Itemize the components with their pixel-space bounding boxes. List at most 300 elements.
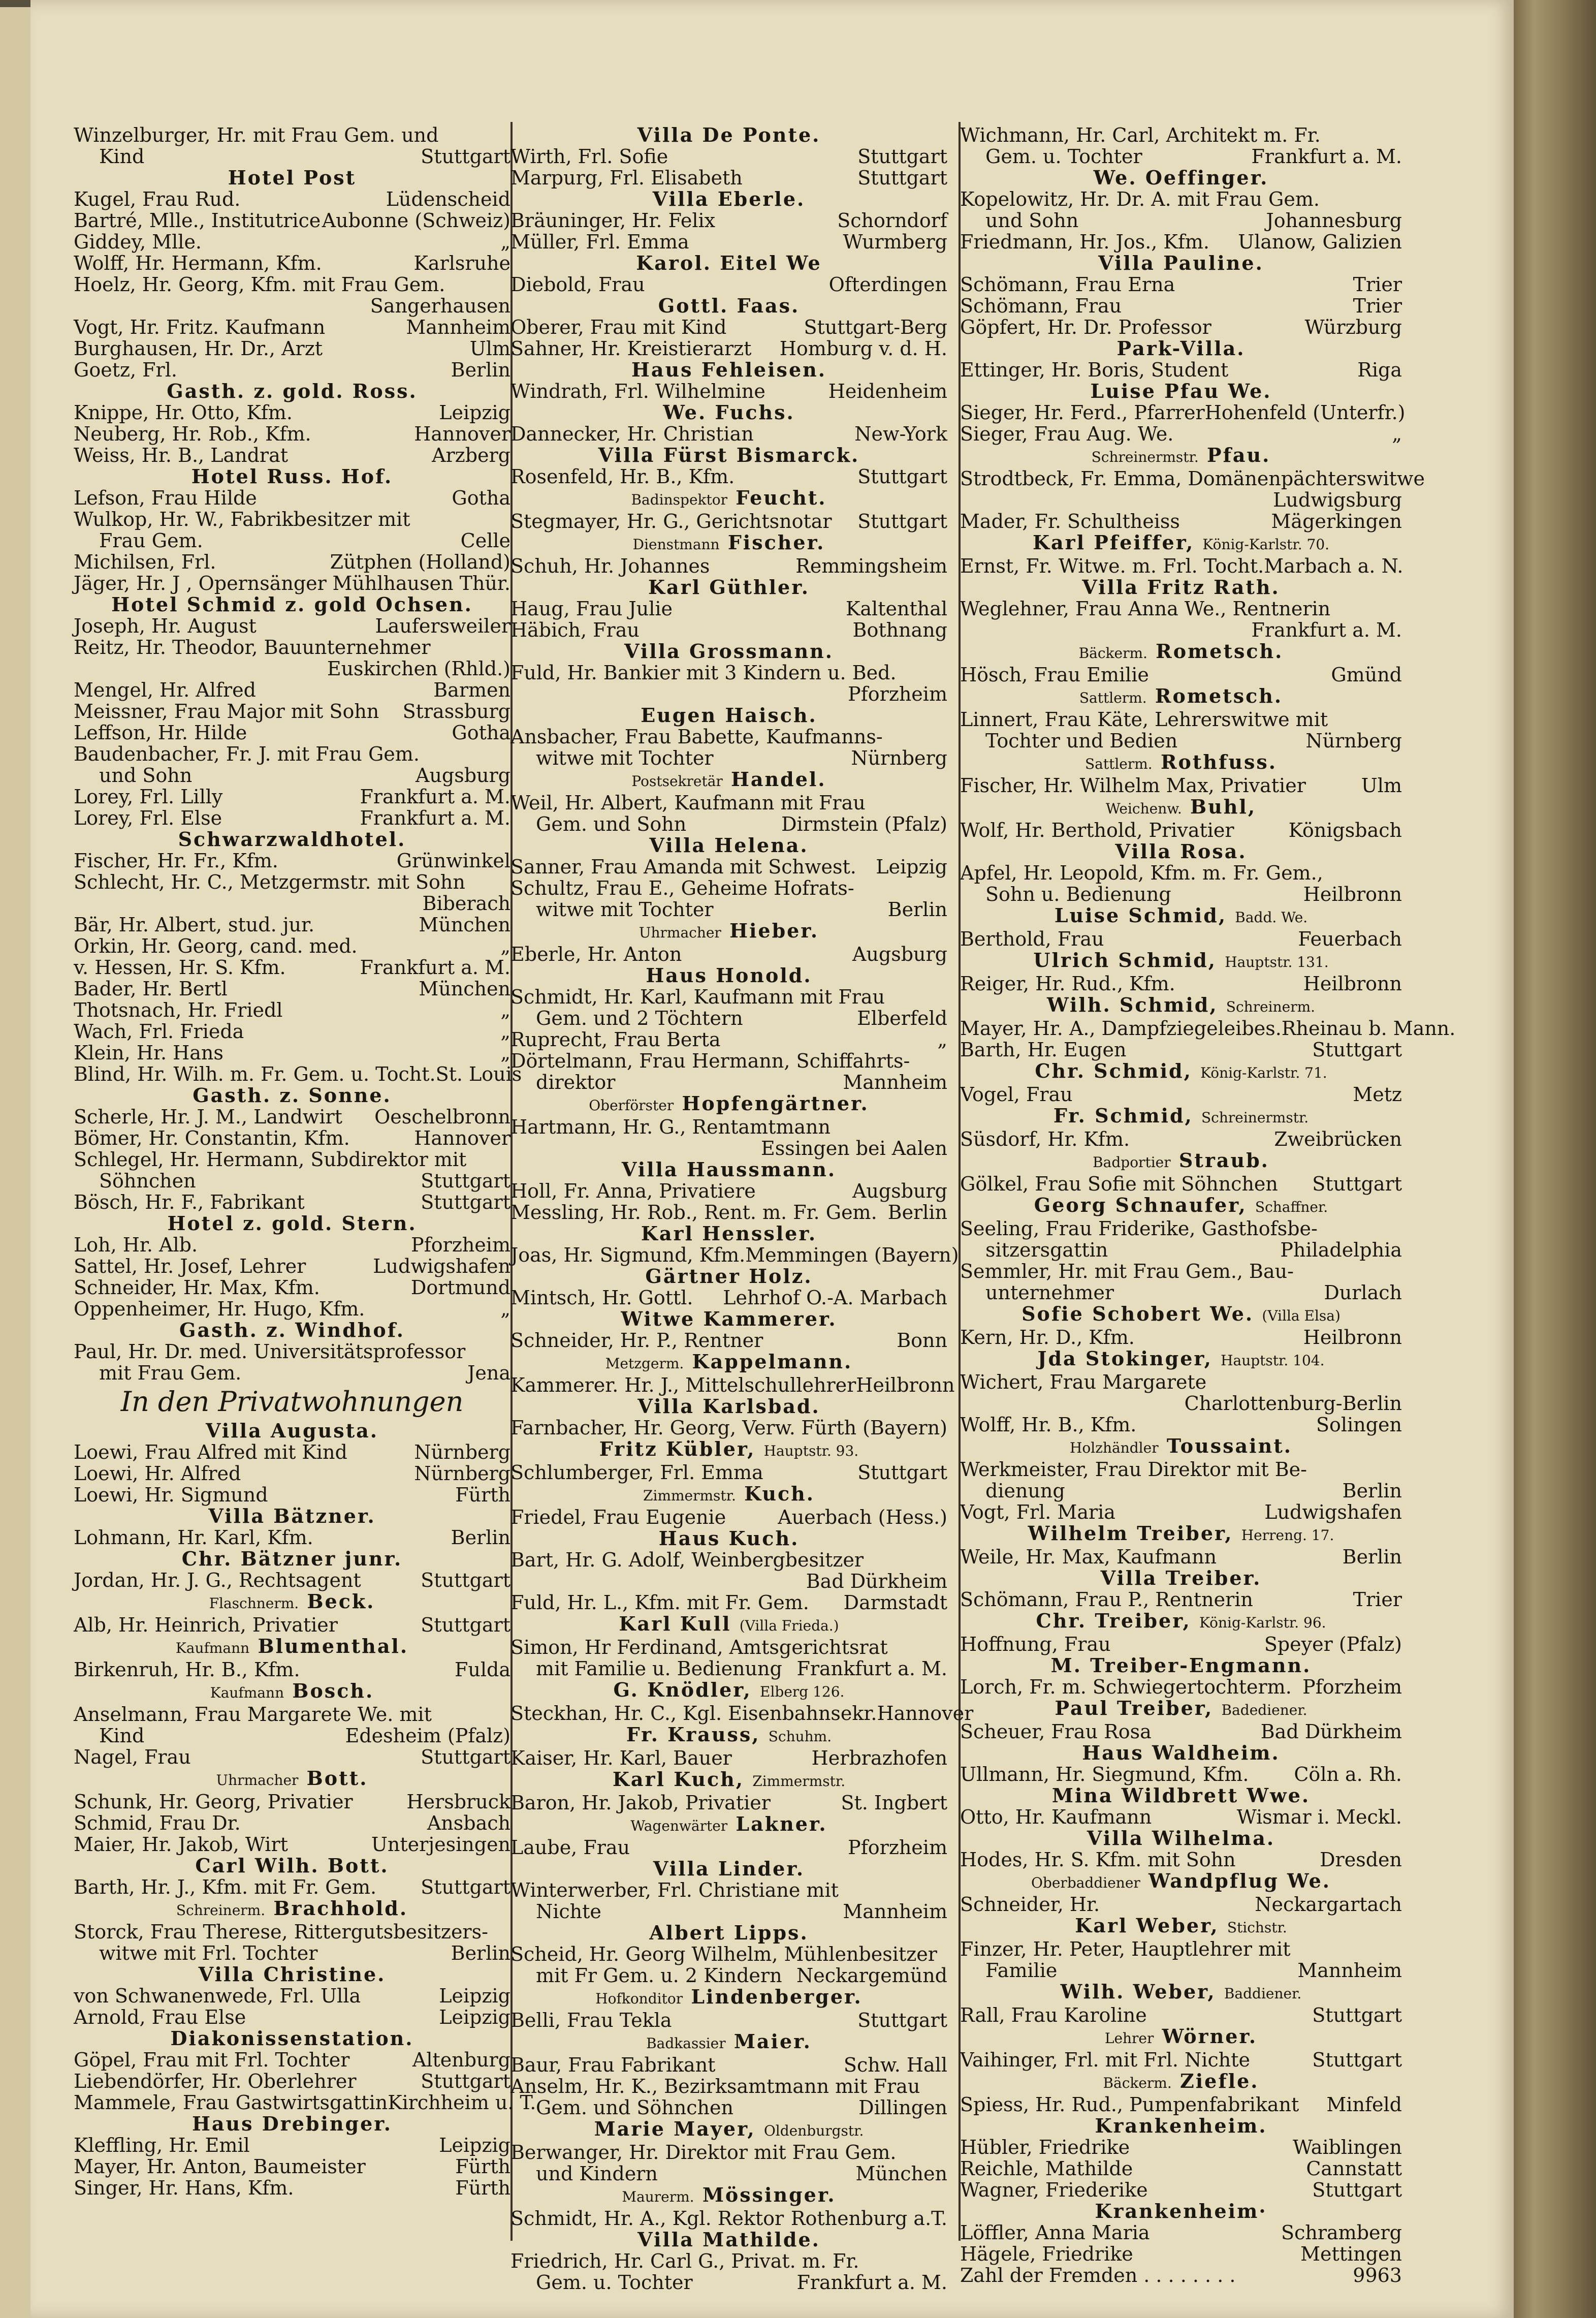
guest-name: Kugel, Frau Rud. [74,188,241,210]
heading-name: Rometsch. [1155,684,1283,707]
guest-entry [960,1938,1402,1960]
guest-hometown: Karlsruhe [413,252,510,274]
guest-hometown: Riga [1357,359,1402,381]
guest-hometown: Fürth (Bayern) [801,1417,947,1439]
guest-name: Mammele, Frau Gastwirtsgattin [74,2091,388,2114]
guest-name: Barth, Hr. Eugen [960,1039,1127,1061]
heading-note: Herreng. 17. [1241,1527,1334,1544]
lodging-heading [960,1915,1402,1938]
lodging-heading [960,1870,1402,1894]
guest-entry [510,274,947,295]
guest-entry [74,359,510,381]
section-title [74,1384,510,1420]
guest-entry-continuation [510,2163,947,2184]
heading-name: Haus Fehleisen. [631,358,826,381]
guest-hometown: Mannheim [843,1900,947,1923]
lodging-heading [510,295,947,317]
lodging-heading [510,920,947,944]
guest-hometown: Schw. Hall [843,2054,947,2076]
heading-name: Bosch. [292,1679,374,1702]
guest-name: Reichle, Mathilde [960,2157,1133,2180]
guest-hometown: Schorndorf [837,209,947,232]
guest-entry [74,1192,510,1213]
guest-entry [960,619,1402,641]
guest-hometown: Berlin [1342,1546,1402,1568]
guest-entry [960,555,1402,577]
heading-name: Mina Wildbrett Wwe. [1051,1784,1311,1807]
heading-note: Elberg 126. [760,1683,845,1700]
guest-name: Meissner, Frau Major mit Sohn [74,700,379,723]
guest-hometown: Augsburg [415,764,510,787]
guest-name: Diebold, Frau [510,273,645,296]
guest-hometown: Mannheim [406,316,510,338]
guest-name: Söhnchen [99,1170,196,1192]
guest-hometown: Lehrhof O.-A. Marbach [723,1287,947,1309]
guest-name: Häbich, Frau [510,619,640,641]
lodging-heading [510,2031,947,2054]
guest-name: Kaiser, Hr. Karl, Bauer [510,1747,732,1769]
guest-list-column-2 [510,123,974,2294]
guest-hometown: München [419,978,510,1000]
heading-prefix: Metzgerm. [605,1355,684,1372]
guest-entry [960,928,1402,950]
lodging-heading [510,1858,947,1880]
lodging-heading [960,577,1402,598]
guest-entry [510,986,947,1008]
guest-hometown: Leipzig [876,856,947,878]
heading-prefix: Zimmermstr. [643,1487,736,1504]
guest-entry [74,2071,510,2092]
guest-hometown: Stuttgart [1312,2004,1402,2026]
guest-entry [74,317,510,338]
guest-entry [74,1063,522,1085]
guest-hometown: Mühlhausen Thür. [332,572,510,594]
heading-prefix: Holzhändler [1070,1439,1159,1456]
heading-name: Kappelmann. [692,1350,853,1373]
guest-name: Sieger, Frau Aug. We. [960,423,1174,445]
heading-note: Schreinermstr. [1201,1109,1309,1126]
guest-hometown: Augsburg [852,943,947,965]
lodging-heading [510,253,947,274]
guest-name: Wolff, Hr. B., Kfm. [960,1414,1137,1436]
guest-entry [510,944,947,965]
guest-entry [960,2179,1402,2201]
guest-entry [510,856,947,878]
heading-name: Toussaint. [1166,1434,1292,1457]
guest-entry [960,1676,1402,1698]
guest-name: Winterwerber, Frl. Christiane mit [510,1879,839,1901]
guest-entry [74,957,510,978]
guest-entry [960,1017,1456,1040]
guest-entry [74,658,510,679]
lodging-heading [74,594,510,615]
guest-hometown: Leipzig [439,401,510,424]
heading-name: We. Fuchs. [663,401,795,424]
lodging-heading [74,1591,510,1614]
guest-entry [74,551,510,573]
heading-name: Kuch. [744,1482,815,1505]
guest-entry [510,2076,947,2097]
guest-hometown: Cöln a. Rh. [1294,1763,1402,1786]
guest-hometown: Marbach a. N. [1264,555,1403,577]
guest-name: Bart, Hr. G. Adolf, Weinbergbesitzer [510,1549,864,1571]
guest-entry [960,709,1402,730]
heading-note: Schuhm. [768,1728,832,1745]
guest-name: Scheuer, Frau Rosa [960,1720,1152,1743]
guest-entry [510,210,947,231]
guest-name: sitzersgattin [985,1239,1108,1261]
heading-prefix: Oberförster [589,1097,674,1114]
lodging-heading [960,685,1402,709]
heading-prefix: Wagenwärter [630,1818,728,1834]
guest-hometown: Neckargemünd [796,1964,947,1987]
lodging-heading [960,445,1402,468]
heading-name: Eugen Haisch. [641,704,817,727]
heading-name: Albert Lipps. [649,1921,809,1944]
guest-name: Oberer, Frau mit Kind [510,316,727,338]
guest-entry-continuation [510,899,947,920]
guest-entry-continuation [74,1170,510,1192]
guest-name: Baudenbacher, Fr. J. mit Frau Gem. [74,743,420,765]
guest-entry [960,231,1402,253]
heading-note: Schreinerm. [1226,998,1316,1015]
guest-entry [960,598,1402,619]
guest-entry [74,2091,536,2114]
heading-prefix: Maurerm. [622,2188,694,2205]
lodging-heading [960,1698,1402,1721]
heading-name: Brachhold. [273,1897,408,1920]
guest-hometown: Rothenburg a.T. [790,2207,947,2230]
guest-name: Rosenfeld, Hr. B., Kfm. [510,465,735,488]
heading-name: Villa Wilhelma. [1087,1827,1275,1850]
guest-hometown: Heilbronn [1303,973,1402,995]
heading-prefix: Postsekretär [631,773,723,790]
lodging-heading [510,1679,947,1703]
heading-name: Blumenthal. [258,1635,409,1657]
guest-name: Weglehner, Frau Anna We., Rentnerin [960,598,1331,620]
guest-name: mit Fr Gem. u. 2 Kindern [536,1964,782,1987]
guest-name: Loewi, Frau Alfred mit Kind [74,1441,347,1463]
guest-hometown: Frankfurt a. M. [360,786,510,808]
lodging-heading [960,994,1402,1018]
guest-name: Dörtelmann, Frau Hermann, Schiffahrts- [510,1050,910,1072]
heading-name: Pfau. [1207,444,1271,466]
guest-hometown: Dillingen [858,2096,947,2119]
guest-hometown: Nürnberg [1305,730,1402,752]
lodging-heading [510,532,947,555]
lodging-heading [960,1828,1402,1849]
heading-prefix: Kaufmann [210,1684,284,1701]
heading-name: Villa Treiber. [1100,1567,1262,1589]
guest-entry [960,124,1402,146]
book-spine [1514,0,1596,2318]
heading-name: Villa Augusta. [205,1419,379,1442]
heading-prefix: Dienstmann [632,536,720,553]
guest-hometown: Kirchheim u. T. [388,2091,536,2114]
guest-entry [960,511,1402,532]
guest-name: Ernst, Fr. Witwe. m. Frl. Tocht. [960,555,1264,577]
guest-name: Otto, Hr. Kaufmann [960,1806,1152,1828]
guest-name: witwe mit Tochter [536,898,714,921]
guest-name: Frau Gem. [99,529,203,552]
guest-hometown: Stuttgart [421,1191,510,1213]
guest-hometown: Gotha [452,722,510,744]
lodging-heading [74,1898,510,1921]
heading-name: Hieber. [729,919,819,942]
lodging-heading [74,1085,510,1106]
guest-name: Singer, Hr. Hans, Kfm. [74,2177,294,2199]
guest-entry [510,231,947,253]
guest-entry [960,401,1406,424]
heading-name: Chr. Schmid, [1035,1059,1192,1082]
guest-name: Löffler, Anna Maria [960,2221,1150,2244]
lodging-heading [74,1320,510,1341]
guest-entry [74,1106,510,1127]
guest-name: Lefson, Frau Hilde [74,487,257,509]
guest-hometown: Philadelphia [1280,1239,1402,1261]
guest-name: Gem. und 2 Töchtern [536,1007,743,1029]
lodging-heading [510,1308,947,1330]
guest-list-column-1 [74,124,536,2199]
guest-hometown: Berlin [451,1942,510,1964]
guest-hometown: Ludwigshafen [1264,1501,1402,1523]
heading-note: Zimmermstr. [752,1773,846,1790]
guest-entry [960,1393,1402,1414]
guest-hometown: Ofterdingen [828,273,947,296]
guest-name: Sanner, Frau Amanda mit Schwest. [510,856,856,878]
lodging-heading [960,1655,1402,1676]
guest-hometown: Mettingen [1300,2243,1402,2265]
guest-name: Schlecht, Hr. C., Metzgermstr. mit Sohn [74,871,465,893]
guest-name: Bär, Hr. Albert, stud. jur. [74,914,315,936]
guest-hometown: Stuttgart [1312,2049,1402,2071]
heading-name: Fr. Krauss, [626,1723,760,1746]
guest-name: Wichert, Frau Margarete [960,1371,1207,1393]
guest-name: Lorey, Frl. Else [74,807,222,829]
guest-hometown: Stuttgart [421,1569,510,1591]
guest-entry [960,862,1402,884]
visitor-total-label: Zahl der Fremden . . . . . . . . [960,2264,1236,2286]
guest-name: v. Hessen, Hr. S. Kfm. [74,956,286,979]
guest-hometown: Ansbach [427,1812,510,1834]
heading-name: Buhl, [1190,795,1257,818]
guest-entry [960,2049,1402,2071]
guest-name: Berwanger, Hr. Direktor mit Frau Gem. [510,2141,897,2164]
guest-hometown: Charlottenburg-Berlin [1184,1392,1402,1415]
guest-name: Schlegel, Hr. Hermann, Subdirektor mit [74,1148,467,1171]
guest-hometown: Stuttgart [421,1876,510,1898]
guest-name: Kind [99,145,145,168]
guest-name: Ettinger, Hr. Boris, Student [960,359,1229,381]
guest-hometown: „ [1392,423,1402,445]
guest-entry [960,2004,1402,2026]
guest-name: Schömann, Frau P., Rentnerin [960,1588,1253,1611]
guest-entry [510,1637,947,1658]
heading-note: König-Karlstr. 96. [1199,1614,1326,1631]
guest-name: direktor [536,1071,616,1093]
guest-entry-continuation [960,884,1402,905]
guest-entry [510,381,947,402]
guest-name: Anselmann, Frau Margarete We. mit [74,1703,432,1726]
guest-hometown: Dirmstein (Pfalz) [781,813,947,835]
guest-hometown: Frankfurt a. M. [1251,619,1402,641]
guest-hometown: München [855,2163,947,2185]
lodging-heading [510,835,947,856]
guest-hometown: Bad Dürkheim [1260,1720,1402,1743]
guest-entry [74,1834,510,1855]
guest-entry [960,423,1402,445]
guest-entry [74,402,510,423]
guest-hometown: Mannheim [1297,1959,1402,1982]
guest-entry [74,295,510,317]
guest-name: Kern, Hr. D., Kfm. [960,1326,1135,1349]
guest-name: Schlumberger, Frl. Emma [510,1461,763,1484]
heading-prefix: Schreinermstr. [1091,449,1199,465]
guest-name: Baron, Hr. Jakob, Privatier [510,1792,771,1814]
guest-entry [960,1546,1402,1568]
guest-entry [960,317,1402,338]
guest-hometown: Stuttgart [857,167,947,189]
guest-name: Finzer, Hr. Peter, Hauptlehrer mit [960,1938,1291,1960]
guest-entry [74,1256,510,1277]
heading-name: Sofie Schobert We. [1022,1302,1254,1325]
guest-entry [960,1414,1402,1435]
heading-note: Badediener. [1221,1702,1307,1718]
guest-entry-continuation [510,2272,947,2293]
guest-hometown: Frankfurt a. M. [360,807,510,829]
guest-entry [74,893,510,914]
guest-hometown: Metz [1353,1083,1402,1106]
heading-name: Villa Eberle. [652,187,806,210]
guest-entry [510,1549,947,1571]
guest-entry [74,189,510,210]
guest-entry [960,1459,1402,1480]
lodging-heading [510,1159,947,1180]
guest-name: und Sohn [985,209,1079,232]
guest-list-column-3 [960,124,1456,2286]
guest-hometown: Neckargartach [1255,1893,1402,1916]
guest-entry [510,2010,947,2031]
guest-entry [74,487,510,509]
guest-name: Holl, Fr. Anna, Privatiere [510,1180,756,1202]
guest-hometown: Waiblingen [1293,2136,1402,2158]
guest-name: Apfel, Hr. Leopold, Kfm. m. Fr. Gem., [960,862,1323,884]
guest-name: Fuld, Hr. Bankier mit 3 Kindern u. Bed. [510,662,897,684]
guest-entry [510,1287,947,1308]
guest-name: Sohn u. Bedienung [985,883,1171,905]
guest-name: Bösch, Hr. F., Fabrikant [74,1191,305,1213]
guest-hometown: Pforzheim [848,683,947,705]
guest-entry [74,2049,510,2071]
guest-hometown: Nürnberg [851,747,947,769]
heading-name: Villa Grossmann. [624,640,834,663]
guest-entry [74,1277,510,1298]
guest-name: Jäger, Hr. J , Opernsänger [74,572,327,594]
lodging-heading [74,1506,510,1527]
guest-name: Gem. und Sohn [536,813,687,835]
guest-name: Alb, Hr. Heinrich, Privatier [74,1614,338,1636]
heading-prefix: Lehrer [1104,2030,1154,2047]
guest-name: Bömer, Hr. Constantin, Kfm. [74,1127,350,1149]
heading-note: König-Karlstr. 71. [1200,1064,1327,1081]
heading-name: Mössinger. [702,2183,836,2206]
lodging-heading [74,167,510,189]
lodging-heading [960,381,1402,402]
guest-name: Weil, Hr. Albert, Kaufmann mit Frau [510,792,866,814]
guest-hometown: Nürnberg [414,1441,510,1463]
heading-name: Villa Karlsbad. [637,1395,820,1418]
guest-name: Strodtbeck, Fr. Emma, Domänenpächterswitwe [960,467,1425,490]
guest-entry [74,1614,510,1636]
guest-entry [74,1876,510,1898]
guest-name: Marpurg, Frl. Elisabeth [510,167,743,189]
guest-entry-continuation [960,1480,1402,1501]
guest-hometown: Feuerbach [1298,928,1402,950]
guest-entry-continuation [510,1658,947,1679]
lodging-heading [74,1636,510,1659]
guest-name: Hodes, Hr. S. Kfm. mit Sohn [960,1849,1236,1871]
guest-entry [74,743,510,765]
guest-entry [510,726,947,747]
guest-name: Weiss, Hr. B., Landrat [74,444,288,466]
guest-hometown: Auerbach (Hess.) [778,1506,947,1528]
guest-hometown: Fürth [455,2177,510,2199]
lodging-heading [510,1528,947,1549]
guest-hometown: Gmünd [1331,664,1402,686]
heading-name: Wilh. Weber, [1060,1980,1216,2003]
guest-name: Reiger, Hr. Rud., Kfm. [960,973,1175,995]
guest-hometown: Stuttgart-Berg [804,316,947,338]
guest-entry [74,338,510,359]
heading-note: Badd. We. [1235,909,1308,926]
guest-name: Liebendörfer, Hr. Oberlehrer [74,2070,357,2092]
guest-name: Paul, Hr. Dr. med. Universitätsprofessor [74,1340,466,1363]
guest-hometown: Heidenheim [828,380,947,402]
guest-hometown: Frankfurt a. M. [1251,145,1402,168]
guest-entry [510,1202,947,1223]
guest-entry [74,2177,510,2199]
guest-name: Semmler, Hr. mit Frau Gem., Bau- [960,1260,1294,1282]
heading-name: Gärtner Holz. [645,1265,813,1288]
guest-name: Leffson, Hr. Hilde [74,722,247,744]
guest-hometown: Leipzig [439,2134,510,2156]
heading-name: Wilh. Schmid, [1046,993,1218,1016]
lodging-heading [960,2026,1402,2049]
guest-name: Barth, Hr. J., Kfm. mit Fr. Gem. [74,1876,377,1898]
lodging-heading [510,1813,947,1837]
heading-name: Paul Treiber, [1055,1697,1214,1719]
guest-hometown: Stuttgart [421,1746,510,1768]
guest-name: Nagel, Frau [74,1746,191,1768]
lodging-heading [510,359,947,381]
lodging-heading [510,1613,947,1637]
guest-name: Vaihinger, Frl. mit Frl. Nichte [960,2049,1250,2071]
heading-name: Lindenberger. [691,1985,863,2008]
guest-entry [960,1849,1402,1870]
guest-name: Winzelburger, Hr. mit Frau Gem. und [74,124,439,146]
guest-hometown: Minfeld [1326,2093,1402,2116]
guest-name: Messling, Hr. Rob., Rent. m. Fr. Gem. [510,1201,877,1224]
guest-entry-continuation [960,1239,1402,1261]
guest-hometown: Pforzheim [411,1234,510,1256]
heading-name: Haus Waldheim. [1082,1741,1280,1764]
guest-hometown: Heilbronn [1303,883,1402,905]
guest-entry [74,935,510,957]
guest-name: Birkenruh, Hr. B., Kfm. [74,1658,300,1681]
visitor-total [960,2265,1402,2286]
guest-name: Göpfert, Hr. Dr. Professor [960,316,1211,338]
guest-name: Burghausen, Hr. Dr., Arzt [74,337,323,360]
